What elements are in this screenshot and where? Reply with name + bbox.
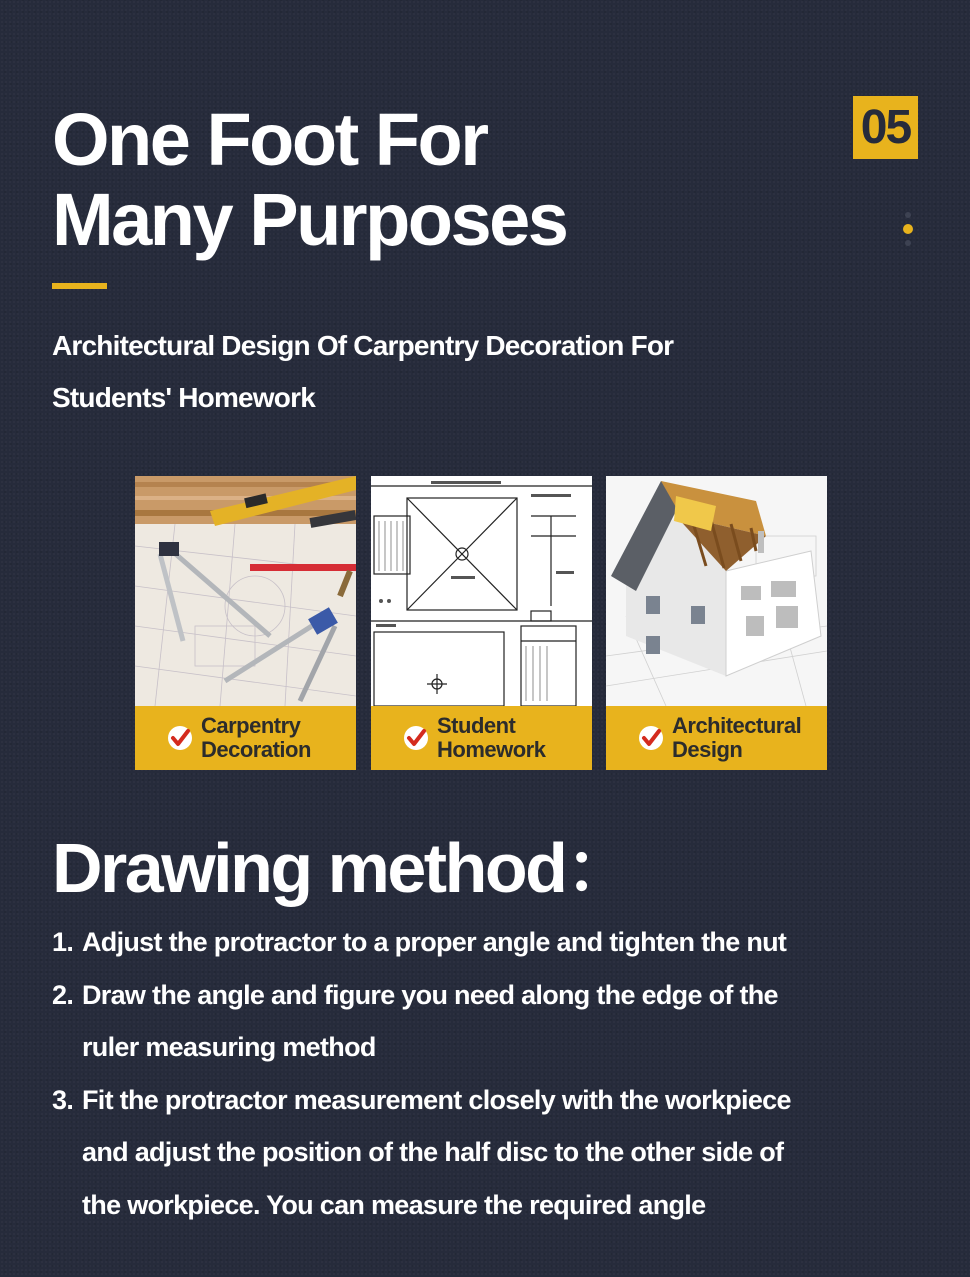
card-caption [135, 706, 356, 770]
accent-divider [52, 283, 107, 289]
card-caption [606, 706, 827, 770]
page-title-line-1: One Foot For [52, 98, 487, 181]
step-item [52, 969, 932, 1074]
step-text-line: Adjust the protractor to a proper angle and tighten the nut [82, 927, 787, 957]
subtitle-line-2: Students' Homework [52, 382, 315, 413]
step-number: 2. [52, 979, 74, 1010]
card-architectural-design [606, 476, 827, 770]
step-text-line: ruler measuring method [82, 1032, 376, 1062]
step-text-line: Draw the angle and figure you need along the edge of the [82, 979, 778, 1010]
step-text-line: the workpiece. You can measure the required angle [82, 1189, 706, 1220]
step-item [52, 1074, 932, 1232]
page-title-line-2: Many Purposes [52, 178, 567, 261]
section-number-badge: 05 [853, 96, 918, 159]
card-label-line-1: Carpentry [201, 713, 301, 738]
card-label-line-1: Architectural [672, 713, 802, 738]
card-caption [371, 706, 592, 770]
step-item [52, 916, 932, 969]
subtitle [52, 320, 752, 424]
card-student-homework [371, 476, 592, 770]
checkmark-icon [167, 725, 193, 751]
drawing-method-steps [52, 916, 932, 1231]
step-text-line: Fit the protractor measurement closely with the workpiece [82, 1084, 791, 1115]
pager-dot-active [903, 224, 913, 234]
subtitle-line-1: Architectural Design Of Carpentry Decoration For [52, 330, 674, 361]
page-title [52, 100, 566, 260]
card-label-line-2: Homework [437, 737, 546, 762]
floor-plan-drawing-image [371, 476, 592, 706]
use-case-cards [135, 476, 830, 770]
card-label-line-1: Student [437, 713, 516, 738]
card-label-line-2: Design [672, 737, 743, 762]
drawing-method-heading: Drawing method： [52, 829, 633, 907]
carpentry-tools-image [135, 476, 356, 706]
step-number: 1. [52, 927, 74, 957]
card-carpentry-decoration [135, 476, 356, 770]
checkmark-icon [638, 725, 664, 751]
card-label-line-2: Decoration [201, 737, 311, 762]
pager-dots [903, 212, 913, 252]
checkmark-icon [403, 725, 429, 751]
pager-dot [905, 212, 911, 218]
house-model-image [606, 476, 827, 706]
step-number: 3. [52, 1084, 74, 1115]
step-text-line: and adjust the position of the half disc to the other side of [82, 1137, 784, 1167]
pager-dot [905, 240, 911, 246]
